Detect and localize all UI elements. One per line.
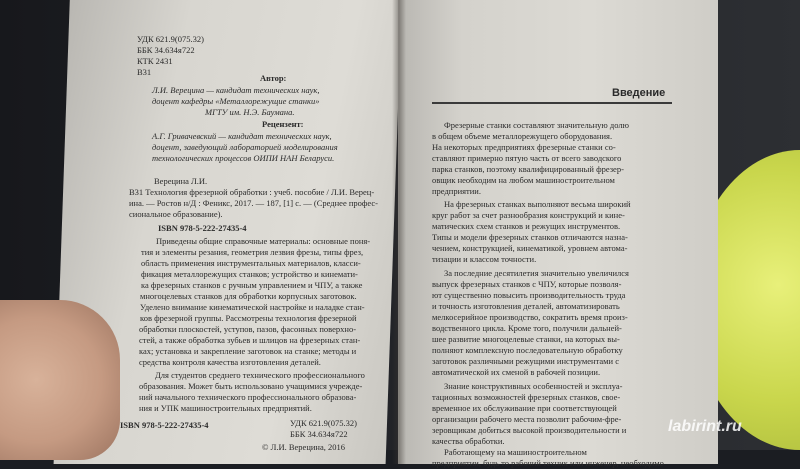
abstract-line: Уделено внимание кинематической настройке и наладке стан-	[140, 302, 365, 312]
author-line: доцент кафедры «Металлорежущие станки»	[152, 96, 320, 106]
author-heading: Автор:	[260, 73, 287, 83]
body-line: выпуск фрезерных станков с ЧПУ, которые позволя-	[432, 279, 622, 289]
body-line: шее развитие многоцелевые станки, на которых вы-	[432, 334, 620, 344]
isbn-bottom: ISBN 978-5-222-27435-4	[120, 420, 209, 430]
body-line: в общем объеме металлорежущего оборудования.	[432, 131, 613, 141]
abstract-line: тия и элементы резания, геометрия лезвия фрезы, типы фрез,	[141, 247, 364, 257]
reviewer-line: технологических процессов ОИПИ НАН Беларуси.	[152, 153, 335, 163]
author-line: МГТУ им. Н.Э. Баумана.	[205, 107, 295, 117]
abstract-line: ний начального технического профессионального образова-	[139, 392, 357, 402]
body-line: предприятии.	[432, 186, 481, 196]
reviewer-line: А.Г. Гривачевский — кандидат технических наук,	[152, 131, 332, 141]
abstract-line: ков фрезерной группы. Рассмотрены технология фрезерной	[140, 313, 357, 323]
body-line: автоматической их сменой в рабочей позиции.	[432, 367, 601, 377]
body-line: овщик необходим на любом машиностроительном	[432, 175, 615, 185]
body-line: Работающему на машиностроительном	[444, 447, 587, 457]
catalog-line: Верецина Л.И.	[154, 176, 208, 186]
abstract-line: многоцелевых станков для обработки корпусных заготовок.	[140, 291, 357, 301]
body-line: тизации и классом точности.	[432, 254, 537, 264]
body-line: предприятии, будь то рабочий техник или инженер, необходимо	[432, 458, 664, 468]
body-line: заготовок различными режущими инструментами с	[432, 356, 619, 366]
body-line: полняют комплексную последовательную обработку	[432, 345, 623, 355]
body-line: Типы и модели фрезерных станков отличаются назна-	[432, 232, 628, 242]
abstract-line: обработки плоскостей, уступов, пазов, фасонных поверхно-	[139, 324, 357, 334]
body-line: чением, конструкцией, кинематикой, уровнем автома-	[432, 243, 628, 253]
catalog-line: В31 Технология фрезерной обработки : учеб. пособие / Л.И. Верец-	[129, 187, 375, 197]
code-line: В31	[137, 67, 152, 77]
copyright: © Л.И. Верецина, 2016	[262, 442, 345, 452]
body-line: мелкосерийное производство, сократить время произ-	[432, 312, 628, 322]
abstract-line: ках; установка и закрепление заготовок на станке; методы и	[139, 346, 357, 356]
body-line: ставляют примерно пятую часть от всего заводского	[432, 153, 622, 163]
body-line: водственного цикла. Кроме того, получили дальней-	[432, 323, 622, 333]
body-line: ют существенно повысить производительность труда	[432, 290, 626, 300]
body-line: парка станков, поэтому квалифицированный фрезер-	[432, 164, 624, 174]
isbn-main: ISBN 978-5-222-27435-4	[158, 223, 247, 233]
body-line: качества обработки.	[432, 436, 505, 446]
book-gutter	[392, 0, 406, 464]
reviewer-line: доцент, заведующий лабораторией моделирования	[152, 142, 338, 152]
body-line: За последние десятилетия значительно увеличился	[444, 268, 629, 278]
udk-line: УДК 621.9(075.32)	[137, 34, 204, 44]
udk-bottom: УДК 621.9(075.32)	[290, 418, 357, 428]
bbk-line: ББК 34.634я722	[137, 45, 195, 55]
body-line: зеровщикам добиться высокой производительности и	[432, 425, 627, 435]
body-line: организации рабочего места позволит рабочим-фре-	[432, 414, 622, 424]
abstract-line: Для студентов среднего технического профессионального	[155, 370, 365, 380]
body-line: На фрезерных станках выполняют весьма широкий	[444, 199, 631, 209]
abstract-line: область применения инструментальных материалов, класси-	[141, 258, 361, 268]
body-line: круг работ за счет разнообразия конструкций и кине-	[432, 210, 625, 220]
abstract-line: Приведены общие справочные материалы: основные поня-	[156, 236, 371, 246]
author-line: Л.И. Верецина — кандидат технических наук,	[152, 85, 320, 95]
heading-rule	[432, 102, 672, 104]
abstract-line: ния и УПК машиностроительных предприятий.	[139, 403, 312, 413]
abstract-line: фикация металлорежущих станков; устройство и кинемати-	[141, 269, 358, 279]
catalog-line: ина. — Ростов н/Д : Феникс, 2017. — 187, [1] с. — (Среднее профес-	[129, 198, 378, 208]
watermark: labirint.ru	[668, 418, 742, 435]
body-line: временное их обслуживание при соответствующей	[432, 403, 617, 413]
body-line: и точность изготовления деталей, автоматизировать	[432, 301, 620, 311]
abstract-line: образования. Может быть использовано учащимися учрежде-	[139, 381, 363, 391]
abstract-line: ка фрезерных станков с ручным управлением и ЧПУ, а также	[141, 280, 363, 290]
reviewer-heading: Рецензент:	[262, 119, 304, 129]
body-line: Фрезерные станки составляют значительную долю	[444, 120, 629, 130]
bbk-bottom: ББК 34.634я722	[290, 429, 348, 439]
introduction-heading: Введение	[612, 87, 666, 99]
ktk-line: КТК 2431	[137, 56, 173, 66]
body-line: матических схем станков и режущих инструментов.	[432, 221, 621, 231]
abstract-line: средства контроля качества изготовления деталей.	[139, 357, 321, 367]
hand-thumb	[0, 300, 120, 460]
body-line: тационных возможностей фрезерных станков, свое-	[432, 392, 621, 402]
abstract-line: стей, а также обработка зубьев и шлицов на фрезерных стан-	[139, 335, 361, 345]
body-line: Знание конструктивных особенностей и эксплуа-	[444, 381, 623, 391]
body-line: На некоторых предприятиях фрезерные станки со-	[432, 142, 616, 152]
catalog-line: сиональное образование).	[129, 209, 223, 219]
